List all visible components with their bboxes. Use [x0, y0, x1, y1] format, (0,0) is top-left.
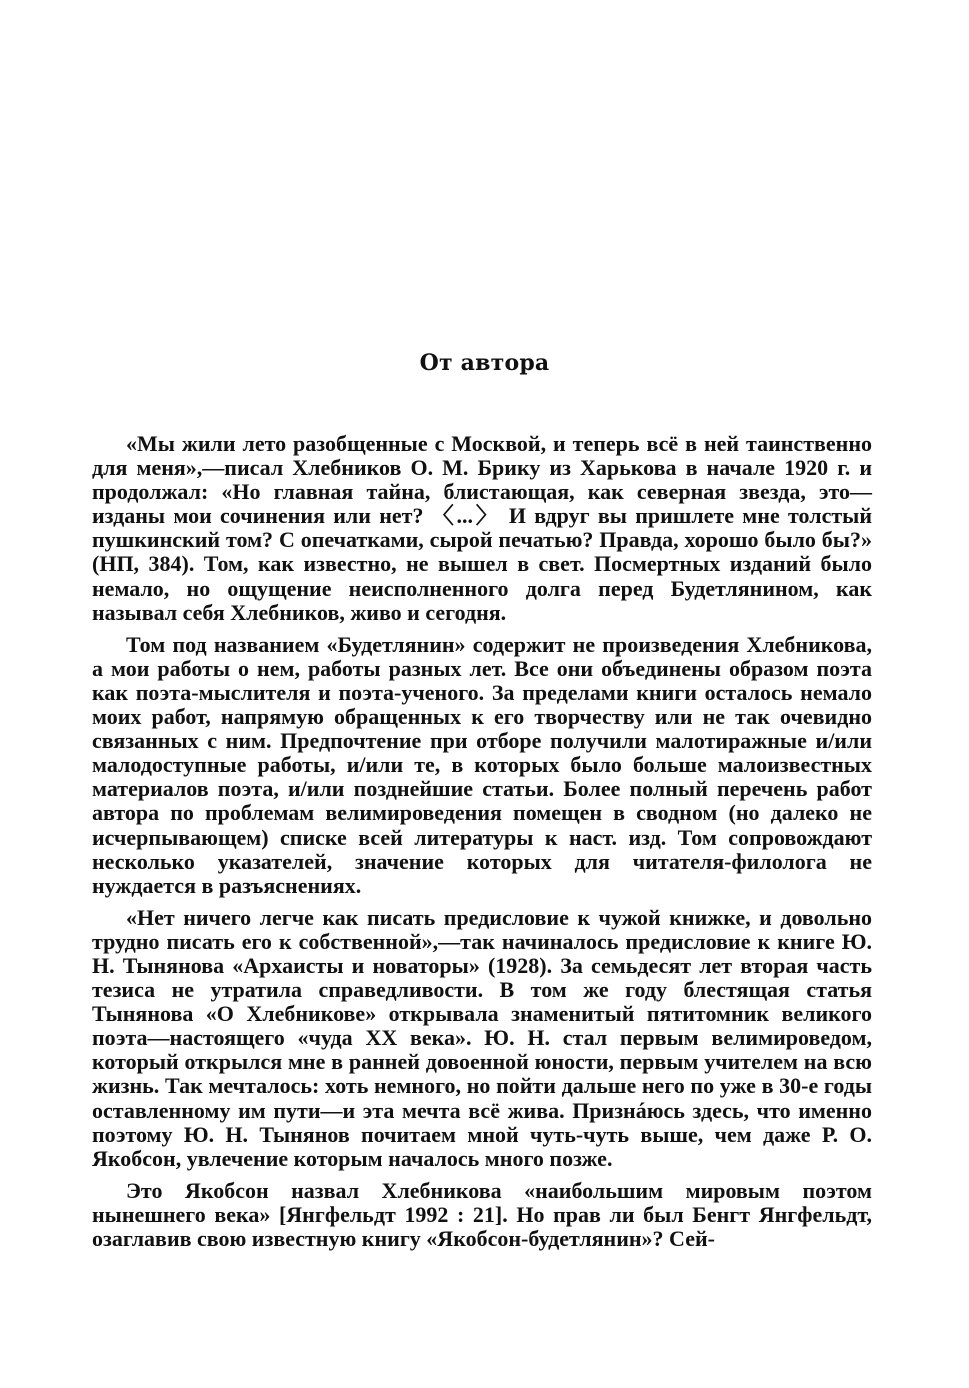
paragraph-1: «Мы жили лето разобщенные с Москвой, и теперь всё в ней таинственно для меня»,—писал Хлебников О. М. Брику из Харькова в начале 1920 г. и продолжал: «Но главная тайна, блистающая, как северная звезда, это—изданы мои сочинения или нет? 〈...〉 И вдруг вы пришлете мне толстый пушкинский том? С опечатками, сырой печатью? Правда, хорошо было бы?» (НП, 384). Том, как известно, не вышел в свет. Посмертных изданий было немало, но ощущение неисполненного долга перед Будетлянином, как называл себя Хлебников, живо и сегодня.	[92, 431, 872, 625]
body-text	[92, 432, 872, 1251]
paragraph-3: «Нет ничего легче как писать предисловие к чужой книжке, и довольно трудно писать его к собственной»,—так начиналось предисловие к книге Ю. Н. Тынянова «Архаисты и новаторы» (1928). За семьдесят лет вторая часть тезиса не утратила справедливости. В том же году блестящая статья Тынянова «О Хлебникове» открывала знаменитый пятитомник великого поэта—настоящего «чуда XX века». Ю. Н. стал первым велимироведом, который открылся мне в ранней довоенной юности, первым учителем на всю жизнь. Так мечталось: хоть немного, но пойти дальше него по уже в 30-е годы оставленному им пути—и эта мечта всё жива. Признáюсь здесь, что именно поэтому Ю. Н. Тынянов почитаем мной чуть-чуть выше, чем даже Р. О. Якобсон, увлечение которым началось много позже.	[92, 904, 872, 1171]
paragraph-4: Это Якобсон назвал Хлебникова «наибольшим мировым поэтом нынешнего века» [Янгфельдт 1992 : 21]. Но прав ли был Бенгт Янгфельдт, озаглавив свою известную книгу «Якобсон-будетлянин»? Сей-	[92, 1177, 872, 1251]
paragraph-2: Том под названием «Будетлянин» содержит не произведения Хлебникова, а мои работы о нем, работы разных лет. Все они объединены образом поэта как поэта-мыслителя и поэта-ученого. За пределами книги осталось немало моих работ, напрямую обращенных к его творчеству или не так очевидно связанных с ним. Предпочтение при отборе получили малотиражные и/или малодоступные работы, и/или те, в которых было больше малоизвестных материалов поэта, и/или позднейшие статьи. Более полный перечень работ автора по проблемам велимироведения помещен в сводном (но далеко не исчерпывающем) списке всей литературы к наст. изд. Том сопровождают несколько указателей, значение которых для читателя-филолога не нуждается в разъяснениях.	[92, 631, 872, 898]
page-title: От автора	[419, 350, 550, 376]
